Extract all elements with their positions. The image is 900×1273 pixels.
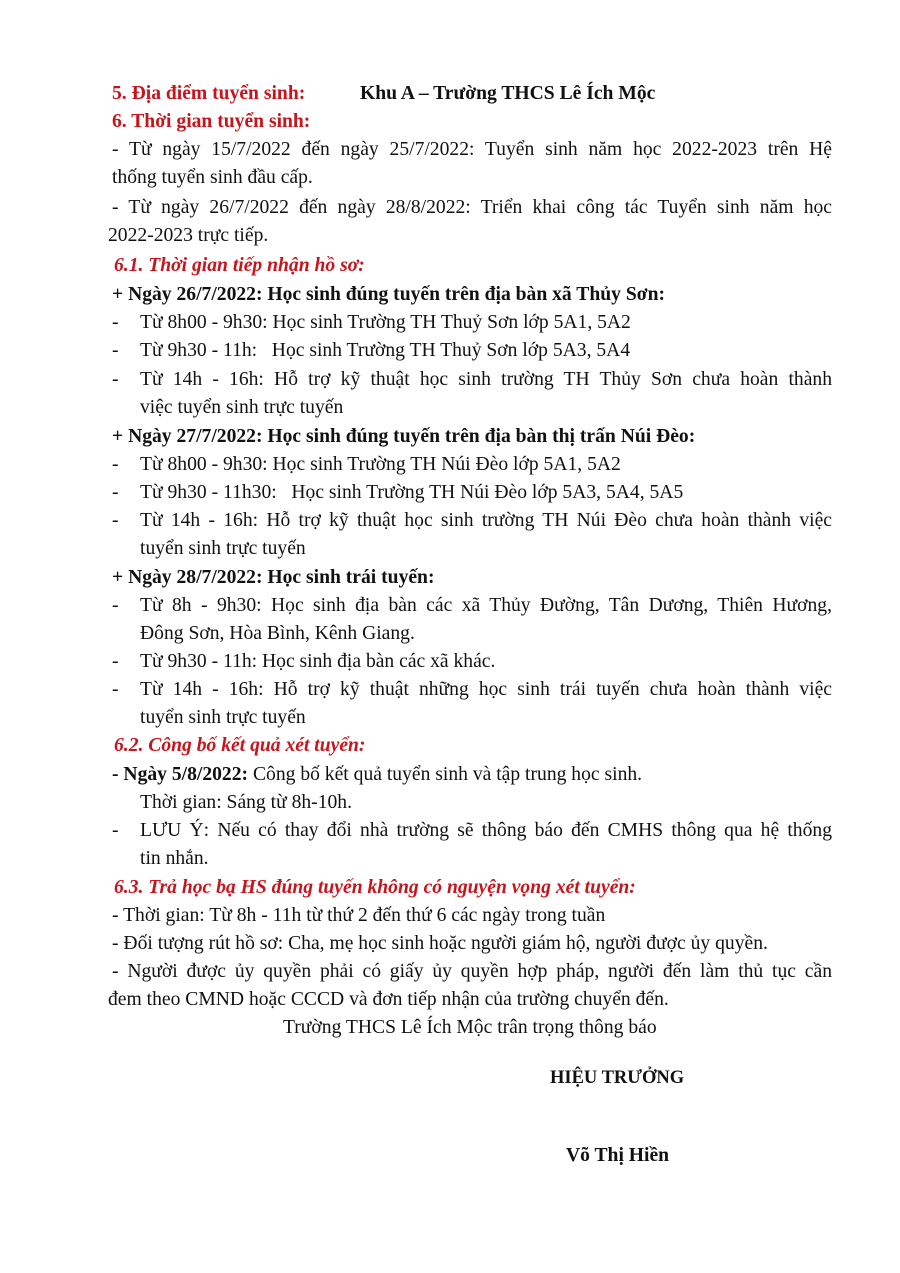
day-3-item-text: Từ 9h30 - 11h: Học sinh địa bàn các xã khác.	[140, 651, 496, 672]
dash-bullet: -	[112, 312, 119, 333]
signature-title: HIỆU TRƯỞNG	[550, 1068, 685, 1088]
section-6-line-2b: 2022-2023 trực tiếp.	[108, 225, 269, 246]
day-1-item-text: Từ 8h00 - 9h30: Học sinh Trường TH Thuỷ Sơn lớp 5A1, 5A2	[140, 312, 631, 333]
section-6-2-heading: 6.2. Công bố kết quả xét tuyển:	[114, 735, 366, 756]
return-time-line: - Thời gian: Từ 8h - 11h từ thứ 2 đến thứ 6 các ngày trong tuần	[112, 905, 606, 926]
return-auth-line-a: - Người được ủy quyền phải có giấy ủy quyền hợp pháp, người đến làm thủ tục cần	[112, 961, 832, 982]
signature-name: Võ Thị Hiền	[566, 1145, 670, 1166]
day-1-title: + Ngày 26/7/2022: Học sinh đúng tuyến trên địa bàn xã Thủy Sơn:	[112, 284, 665, 305]
day-3-item-continuation: tuyển sinh trực tuyến	[140, 707, 306, 728]
day-3-item-text: Từ 14h - 16h: Hỗ trợ kỹ thuật những học sinh trái tuyến chưa hoàn thành việc	[140, 679, 832, 700]
day-2-item-text: Từ 9h30 - 11h30: Học sinh Trường TH Núi Đèo lớp 5A3, 5A4, 5A5	[140, 482, 684, 503]
section-6-line-1a: - Từ ngày 15/7/2022 đến ngày 25/7/2022: Tuyển sinh năm học 2022-2023 trên Hệ	[112, 139, 832, 160]
day-1-item-continuation: việc tuyển sinh trực tuyến	[140, 397, 344, 418]
return-recipient-line: - Đối tượng rút hồ sơ: Cha, mẹ học sinh hoặc người giám hộ, người được ủy quyền.	[112, 933, 768, 954]
day-2-item-continuation: tuyển sinh trực tuyến	[140, 538, 306, 559]
return-auth-line-b: đem theo CMND hoặc CCCD và đơn tiếp nhận của trường chuyển đến.	[108, 989, 669, 1010]
day-2-title: + Ngày 27/7/2022: Học sinh đúng tuyến trên địa bàn thị trấn Núi Đèo:	[112, 426, 696, 447]
dash-bullet: -	[112, 651, 119, 672]
section-5-label: 5. Địa điểm tuyển sinh:	[112, 83, 306, 104]
day-3-item-text: Từ 8h - 9h30: Học sinh địa bàn các xã Thủy Đường, Tân Dương, Thiên Hương,	[140, 595, 832, 616]
dash-bullet: -	[112, 510, 119, 531]
dash-bullet: -	[112, 679, 119, 700]
announce-time: Thời gian: Sáng từ 8h-10h.	[140, 792, 353, 813]
note-continuation: tin nhắn.	[140, 848, 209, 869]
dash-bullet: -	[112, 369, 119, 390]
day-1-item-text: Từ 14h - 16h: Hỗ trợ kỹ thuật học sinh trường TH Thủy Sơn chưa hoàn thành	[140, 369, 832, 390]
dash-bullet: -	[112, 454, 119, 475]
day-2-item-text: Từ 14h - 16h: Hỗ trợ kỹ thuật học sinh trường TH Núi Đèo chưa hoàn thành việc	[140, 510, 832, 531]
note-text: LƯU Ý: Nếu có thay đổi nhà trường sẽ thông báo đến CMHS thông qua hệ thống	[140, 820, 832, 841]
section-6-line-1b: thống tuyển sinh đầu cấp.	[112, 167, 313, 188]
dash-bullet: -	[112, 340, 119, 361]
day-1-item-text: Từ 9h30 - 11h: Học sinh Trường TH Thuỷ Sơn lớp 5A3, 5A4	[140, 340, 631, 361]
section-6-label: 6. Thời gian tuyển sinh:	[112, 111, 311, 132]
announce-date-label: - Ngày 5/8/2022:	[112, 764, 249, 785]
section-6-3-heading: 6.3. Trả học bạ HS đúng tuyến không có nguyện vọng xét tuyển:	[114, 877, 636, 898]
section-5-value: Khu A – Trường THCS Lê Ích Mộc	[360, 83, 656, 104]
announce-date-text: Công bố kết quả tuyển sinh và tập trung học sinh.	[248, 764, 643, 785]
announce-date-line	[112, 761, 900, 789]
dash-bullet: -	[112, 482, 119, 503]
day-2-item-text: Từ 8h00 - 9h30: Học sinh Trường TH Núi Đèo lớp 5A1, 5A2	[140, 454, 621, 475]
section-6-line-2a: - Từ ngày 26/7/2022 đến ngày 28/8/2022: Triển khai công tác Tuyển sinh năm học	[112, 197, 832, 218]
section-6-1-heading: 6.1. Thời gian tiếp nhận hồ sơ:	[114, 255, 365, 276]
day-3-title: + Ngày 28/7/2022: Học sinh trái tuyến:	[112, 567, 435, 588]
dash-bullet: -	[112, 595, 119, 616]
closing-statement: Trường THCS Lê Ích Mộc trân trọng thông báo	[283, 1017, 657, 1038]
dash-bullet: -	[112, 820, 119, 841]
day-3-item-continuation: Đông Sơn, Hòa Bình, Kênh Giang.	[140, 623, 415, 644]
